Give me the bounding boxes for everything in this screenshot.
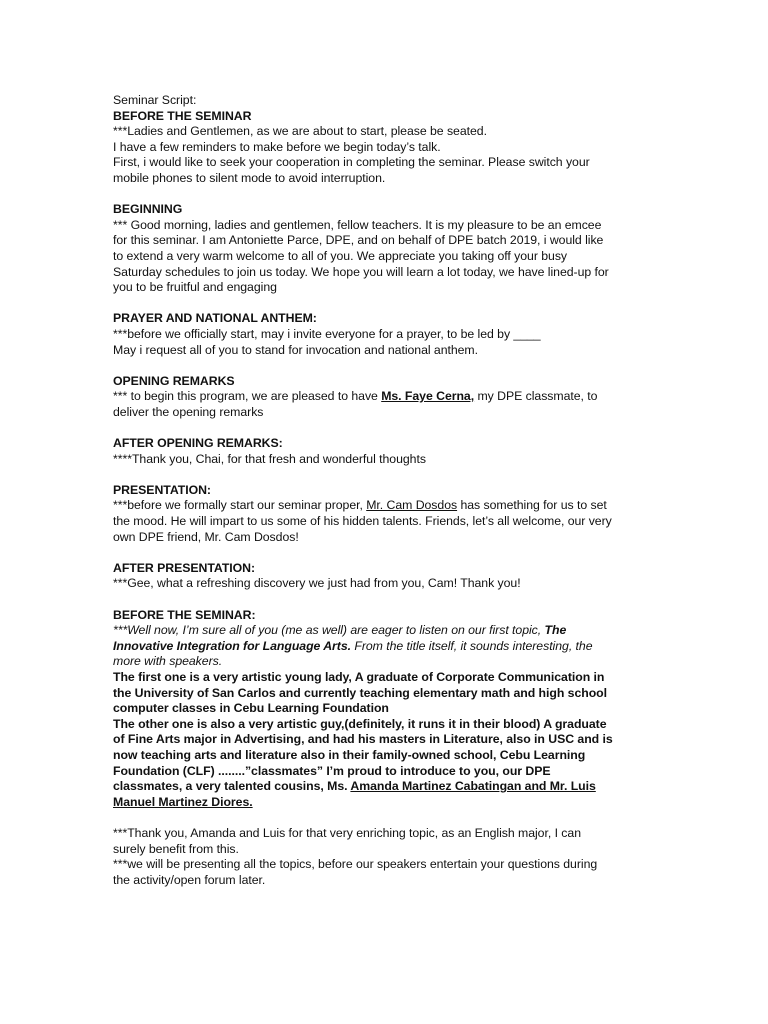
paragraph-line: ***Thank you, Amanda and Luis for that very enriching topic, as an English major, I can — [113, 825, 581, 840]
heading-presentation: PRESENTATION: — [113, 482, 211, 497]
text-run: From the title itself, it sounds interesting, the — [351, 638, 593, 653]
speaker-intro-line: The first one is a very artistic young lady, A graduate of Corporate Communication in — [113, 669, 605, 684]
speaker-name-luis: Manuel Martinez Diores. — [113, 794, 253, 809]
speaker-intro-line: now teaching arts and literature also in their family-owned school, Cebu Learning — [113, 747, 586, 762]
heading-opening-remarks: OPENING REMARKS — [113, 373, 235, 388]
text-run: ***Well now, I’m sure all of you (me as well) are eager to listen on our first topic, — [113, 623, 545, 638]
paragraph-line: ***Ladies and Gentlemen, as we are about to start, please be seated. — [113, 124, 487, 139]
heading-after-presentation: AFTER PRESENTATION: — [113, 560, 256, 575]
paragraph-line: deliver the opening remarks — [113, 404, 264, 419]
paragraph-line: the activity/open forum later. — [113, 872, 266, 887]
heading-beginning: BEGINNING — [113, 202, 183, 217]
paragraph-line — [113, 389, 653, 405]
heading-before-seminar: BEFORE THE SEMINAR — [113, 108, 252, 123]
paragraph-line — [113, 498, 653, 514]
topic-title: The — [544, 623, 567, 638]
paragraph-line: to extend a very warm welcome to all of you. We appreciate you taking off your busy — [113, 248, 568, 263]
heading-before-seminar-2: BEFORE THE SEMINAR: — [113, 607, 256, 622]
paragraph-line: more with speakers. — [113, 654, 223, 669]
speaker-name-cam: Mr. Cam Dosdos — [366, 498, 458, 513]
paragraph-line: ****Thank you, Chai, for that fresh and wonderful thoughts — [113, 451, 426, 466]
paragraph-line: ***before we officially start, may i invite everyone for a prayer, to be led by ____ — [113, 326, 541, 341]
paragraph-line: the mood. He will impart to us some of his hidden talents. Friends, let’s all welcome, our very — [113, 514, 612, 529]
paragraph-line: mobile phones to silent mode to avoid interruption. — [113, 170, 386, 185]
text-run: ***before we formally start our seminar proper, — [113, 498, 367, 513]
document-title: Seminar Script: — [113, 93, 197, 107]
paragraph-line: own DPE friend, Mr. Cam Dosdos! — [113, 529, 299, 544]
text-run: *** to begin this program, we are pleased to have — [113, 389, 382, 404]
script-document — [113, 93, 653, 888]
heading-prayer-anthem: PRAYER AND NATIONAL ANTHEM: — [113, 311, 317, 326]
text-run: my DPE classmate, to — [474, 389, 598, 404]
paragraph-line: for this seminar. I am Antoniette Parce, DPE, and on behalf of DPE batch 2019, i would like — [113, 233, 604, 248]
speaker-intro-line: Foundation (CLF) ........”classmates” I’m proud to introduce to you, our DPE — [113, 763, 551, 778]
speaker-names: Amanda Martinez Cabatingan and Mr. Luis — [350, 779, 596, 794]
speaker-name-faye: Ms. Faye Cerna, — [381, 389, 475, 404]
topic-title: Innovative Integration for Language Arts. — [113, 638, 351, 653]
paragraph-line: Saturday schedules to join us today. We hope you will learn a lot today, we have lined-up for — [113, 264, 609, 279]
heading-after-opening-remarks: AFTER OPENING REMARKS: — [113, 436, 283, 451]
speaker-intro-line: computer classes in Cebu Learning Foundation — [113, 701, 389, 716]
speaker-intro-line: of Fine Arts major in Advertising, and had his masters in Literature, also in USC and is — [113, 732, 613, 747]
paragraph-line: ***we will be presenting all the topics, before our speakers entertain your questions during — [113, 857, 598, 872]
text-run: has something for us to set — [457, 498, 607, 513]
text-run: classmates, a very talented cousins, Ms. — [113, 779, 351, 794]
paragraph-line — [113, 639, 653, 655]
paragraph-line: I have a few reminders to make before we begin today’s talk. — [113, 139, 441, 154]
speaker-intro-line — [113, 779, 653, 795]
paragraph-line: May i request all of you to stand for invocation and national anthem. — [113, 342, 478, 357]
paragraph-line: First, i would like to seek your cooperation in completing the seminar. Please switch your — [113, 155, 590, 170]
paragraph-line: you to be fruitful and engaging — [113, 280, 277, 295]
speaker-intro-line: The other one is also a very artistic guy,(definitely, it runs it in their blood) A graduate — [113, 716, 607, 731]
paragraph-line: surely benefit from this. — [113, 841, 239, 856]
speaker-intro-line: the University of San Carlos and currently teaching elementary math and high school — [113, 685, 607, 700]
paragraph-line — [113, 623, 653, 639]
paragraph-line: ***Gee, what a refreshing discovery we just had from you, Cam! Thank you! — [113, 576, 521, 591]
paragraph-line: *** Good morning, ladies and gentlemen, fellow teachers. It is my pleasure to be an emcee — [113, 217, 602, 232]
